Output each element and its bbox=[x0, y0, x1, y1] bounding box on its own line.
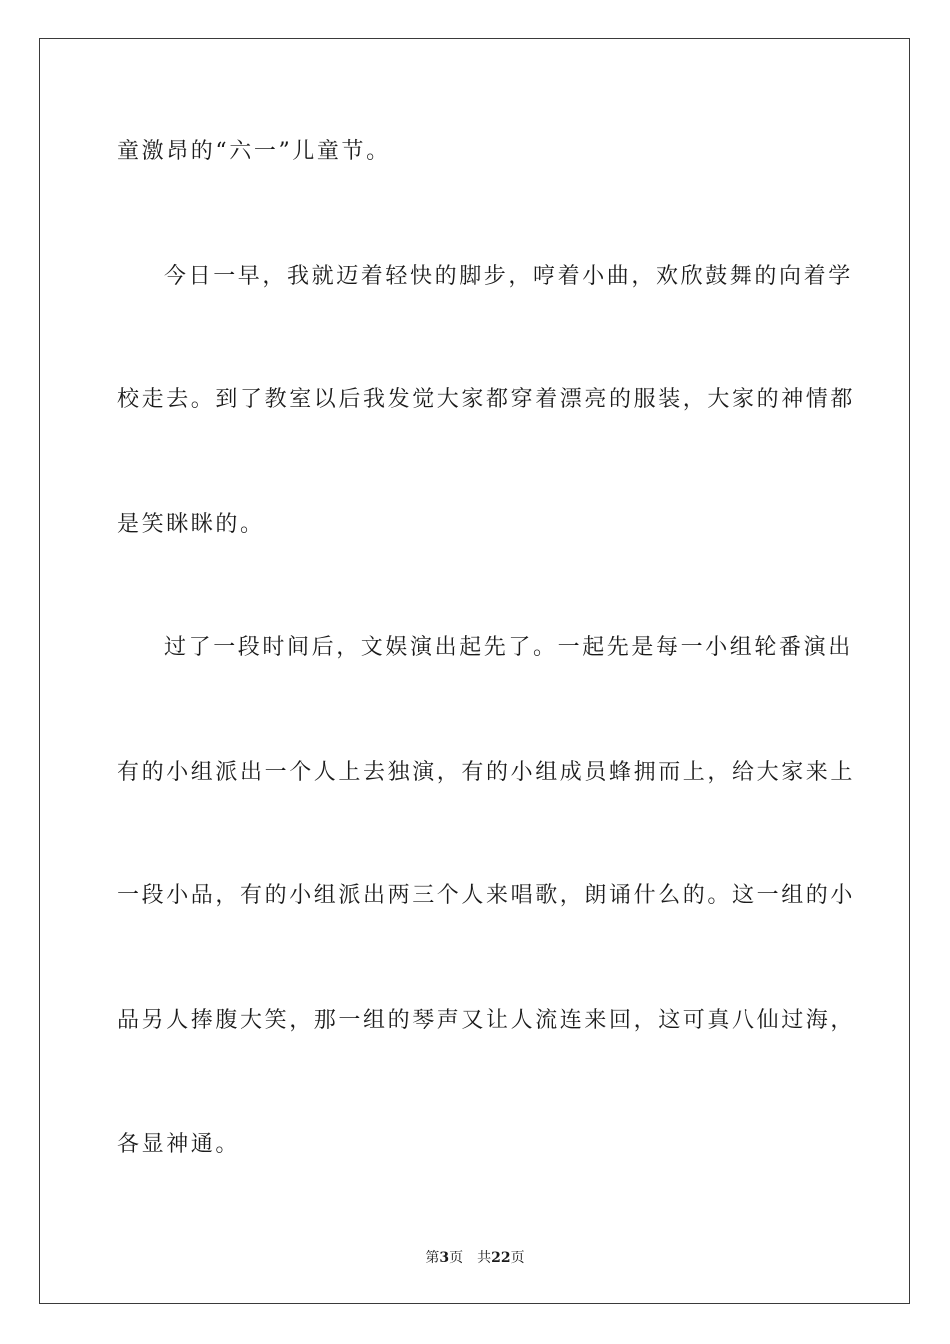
text-line-1: 童激昂的“六一”儿童节。 bbox=[117, 139, 391, 164]
text-line-8: 品另人捧腹大笑，那一组的琴声又让人流连来回，这可真八仙过海， bbox=[117, 1008, 856, 1033]
text-line-5: 过了一段时间后，文娱演出起先了。一起先是每一小组轮番演出 bbox=[164, 635, 853, 660]
footer-total-suffix: 页 bbox=[510, 1250, 525, 1266]
footer-page-prefix: 第 bbox=[425, 1250, 440, 1266]
text-line-7: 一段小品，有的小组派出两三个人来唱歌，朗诵什么的。这一组的小 bbox=[117, 883, 856, 908]
footer-total-pages: 22 bbox=[491, 1250, 511, 1266]
text-line-3: 校走去。到了教室以后我发觉大家都穿着漂亮的服装，大家的神情都 bbox=[117, 387, 856, 412]
footer-total-prefix: 共 bbox=[477, 1250, 492, 1266]
text-line-4: 是笑眯眯的。 bbox=[117, 512, 265, 537]
text-line-2: 今日一早，我就迈着轻快的脚步，哼着小曲，欢欣鼓舞的向着学 bbox=[164, 264, 853, 289]
page-footer bbox=[0, 1247, 950, 1267]
text-line-9: 各显神通。 bbox=[117, 1132, 241, 1157]
text-line-6: 有的小组派出一个人上去独演，有的小组成员蜂拥而上，给大家来上 bbox=[117, 760, 856, 785]
page-border bbox=[39, 38, 910, 1304]
footer-page-number: 3 bbox=[439, 1250, 450, 1266]
footer-page-suffix: 页 bbox=[449, 1250, 464, 1266]
